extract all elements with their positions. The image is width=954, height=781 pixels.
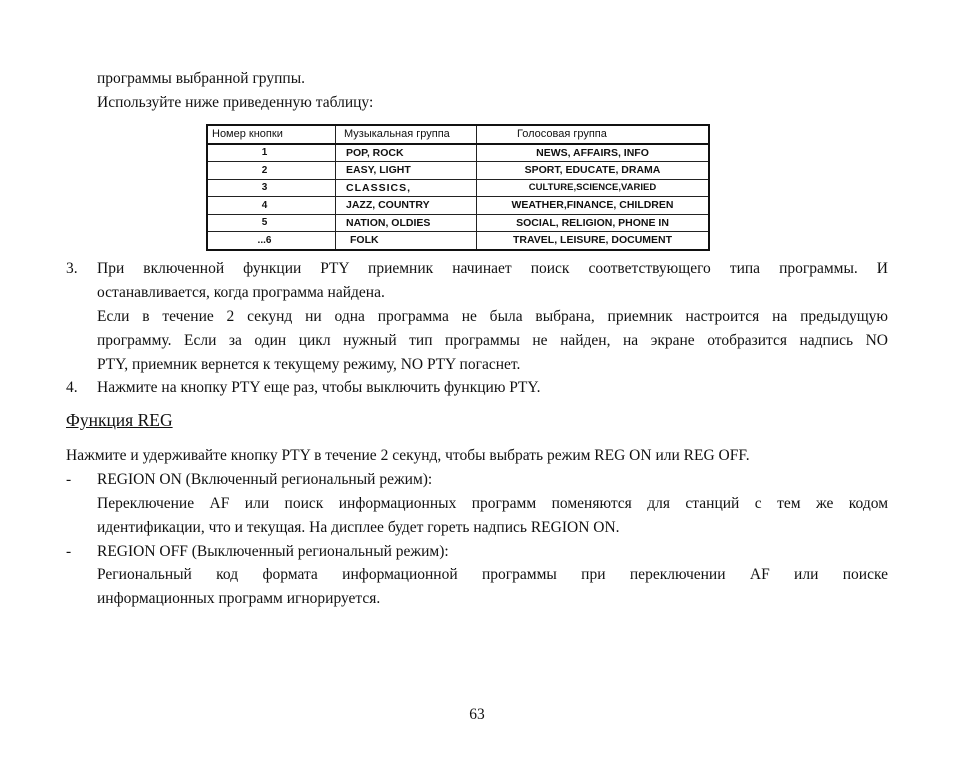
- item-3-line-2: останавливается, когда программа найдена.: [97, 284, 385, 301]
- table-row: [207, 214, 709, 232]
- table-row: [207, 144, 709, 162]
- table-cell-number: 2: [207, 162, 336, 180]
- table-row: [207, 179, 709, 197]
- table-row: [207, 162, 709, 180]
- table-cell-number: ...6: [207, 232, 336, 250]
- table-cell-number: 4: [207, 197, 336, 215]
- page-number: 63: [469, 706, 485, 723]
- table-cell-music: POP, ROCK: [336, 144, 477, 162]
- item-3-line-3: Если в течение 2 секунд ни одна программа не была выбрана, приемник настроится на предыдущую: [97, 308, 888, 325]
- reg-intro: Нажмите и удерживайте кнопку PTY в течение 2 секунд, чтобы выбрать режим REG ON или REG OFF.: [66, 447, 750, 464]
- table-cell-number: 1: [207, 144, 336, 162]
- intro-line-1: программы выбранной группы.: [97, 70, 305, 87]
- item-3-line-1: При включенной функции PTY приемник начинает поиск соответствующего типа программы. И: [97, 260, 888, 277]
- header-button-number: Номер кнопки: [207, 125, 336, 144]
- table-cell-music: JAZZ, COUNTRY: [336, 197, 477, 215]
- region-off-line-1: Региональный код формата информационной программы при переключении AF или поиске: [97, 566, 888, 583]
- item-3-number: 3.: [66, 260, 78, 277]
- region-on-title: REGION ON (Включенный региональный режим):: [97, 471, 433, 488]
- item-3-line-5: PTY, приемник вернется к текущему режиму, NO PTY погаснет.: [97, 356, 521, 373]
- table-cell-voice: NEWS, AFFAIRS, INFO: [477, 144, 710, 162]
- table-cell-voice: TRAVEL, LEISURE, DOCUMENT: [477, 232, 710, 250]
- table-cell-music: NATION, OLDIES: [336, 214, 477, 232]
- region-off-title: REGION OFF (Выключенный региональный режим):: [97, 543, 449, 560]
- table-cell-music: FOLK: [336, 232, 477, 250]
- intro-line-2: Используйте ниже приведенную таблицу:: [97, 94, 374, 111]
- header-voice-group: Голосовая группа: [477, 125, 710, 144]
- table-cell-music: CLASSICS,: [336, 179, 477, 197]
- table-header-row: [207, 125, 709, 144]
- region-on-line-1: Переключение AF или поиск информационных программ поменяются для станций с тем же кодом: [97, 495, 888, 512]
- header-music-group: Музыкальная группа: [336, 125, 477, 144]
- item-3-line-4: программу. Если за один цикл нужный тип программы не найден, на экране отобразится надпись NO: [97, 332, 888, 349]
- table-cell-voice: SPORT, EDUCATE, DRAMA: [477, 162, 710, 180]
- table-cell-music: EASY, LIGHT: [336, 162, 477, 180]
- region-off-line-2: информационных программ игнорируется.: [97, 590, 381, 607]
- table-cell-number: 3: [207, 179, 336, 197]
- reg-heading: Функция REG: [66, 410, 173, 430]
- region-off-bullet: -: [66, 543, 72, 560]
- table-row: [207, 232, 709, 250]
- item-4-number: 4.: [66, 379, 78, 396]
- pty-table: [206, 124, 710, 251]
- table-cell-voice: CULTURE,SCIENCE,VARIED: [477, 179, 710, 197]
- table-cell-number: 5: [207, 214, 336, 232]
- table-cell-voice: WEATHER,FINANCE, CHILDREN: [477, 197, 710, 215]
- table-row: [207, 197, 709, 215]
- table-cell-voice: SOCIAL, RELIGION, PHONE IN: [477, 214, 710, 232]
- region-on-line-2: идентификации, что и текущая. На дисплее будет гореть надпись REGION ON.: [97, 519, 620, 536]
- region-on-bullet: -: [66, 471, 72, 488]
- item-4-line-1: Нажмите на кнопку PTY еще раз, чтобы выключить функцию PTY.: [97, 379, 541, 396]
